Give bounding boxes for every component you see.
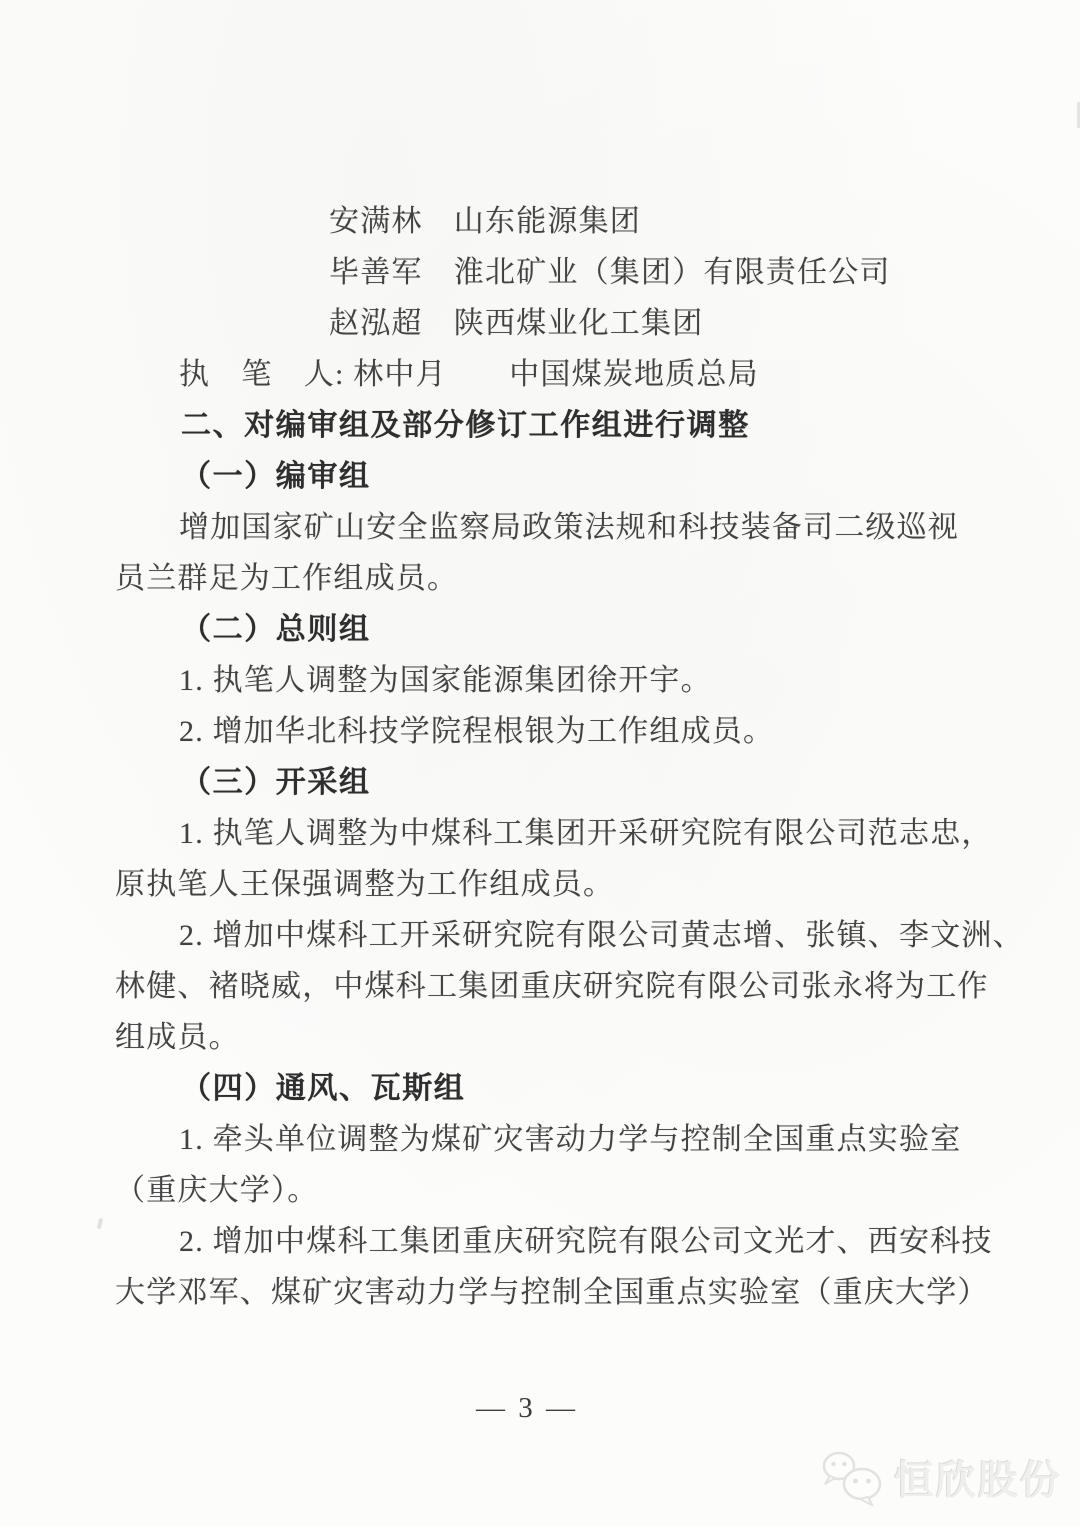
paragraph-line: 员兰群足为工作组成员。 (115, 562, 459, 595)
subsection-heading: （一）编审组 (181, 460, 371, 493)
watermark-label: 恒欣股份 (894, 1458, 1062, 1503)
paragraph-line: 2. 增加中煤科工开采研究院有限公司黄志增、张镇、李文洲、 (179, 919, 1024, 952)
page-number: — 3 — (476, 1392, 578, 1424)
subsection-heading: （四）通风、瓦斯组 (181, 1072, 466, 1105)
paragraph-line: 组成员。 (115, 1021, 240, 1054)
paragraph-line: 2. 增加华北科技学院程根银为工作组成员。 (179, 715, 775, 748)
wechat-watermark (818, 1448, 1062, 1506)
wechat-icon (818, 1448, 888, 1506)
paragraph-line: 大学邓军、煤矿灾害动力学与控制全国重点实验室（重庆大学） (115, 1276, 989, 1309)
paragraph-line: 2. 增加中煤科工集团重庆研究院有限公司文光才、西安科技 (179, 1225, 993, 1258)
member-line: 赵泓超 陕西煤业化工集团 (329, 307, 704, 340)
document-body (115, 196, 1024, 1318)
paragraph-line: 林健、褚晓威，中煤科工集团重庆研究院有限公司张永将为工作 (115, 970, 989, 1003)
paragraph-line: 增加国家矿山安全监察局政策法规和科技装备司二级巡视 (179, 511, 959, 544)
section-heading: 二、对编审组及部分修订工作组进行调整 (181, 409, 750, 442)
paragraph-line: 1. 牵头单位调整为煤矿灾害动力学与控制全国重点实验室 (179, 1123, 962, 1156)
subsection-heading: （三）开采组 (181, 766, 371, 799)
member-line: 安满林 山东能源集团 (329, 205, 641, 238)
scan-speck (97, 1218, 104, 1230)
member-line: 毕善军 淮北矿业（集团）有限责任公司 (329, 256, 891, 289)
paragraph-line: 1. 执笔人调整为国家能源集团徐开宇。 (179, 664, 712, 697)
subsection-heading: （二）总则组 (181, 613, 371, 646)
scribe-line: 执 笔 人: 林中月 中国煤炭地质总局 (179, 358, 759, 391)
paragraph-line: （重庆大学）。 (115, 1174, 319, 1207)
paragraph-line: 原执笔人王保强调整为工作组成员。 (115, 868, 615, 901)
paragraph-line: 1. 执笔人调整为中煤科工集团开采研究院有限公司范志忠， (179, 817, 993, 850)
